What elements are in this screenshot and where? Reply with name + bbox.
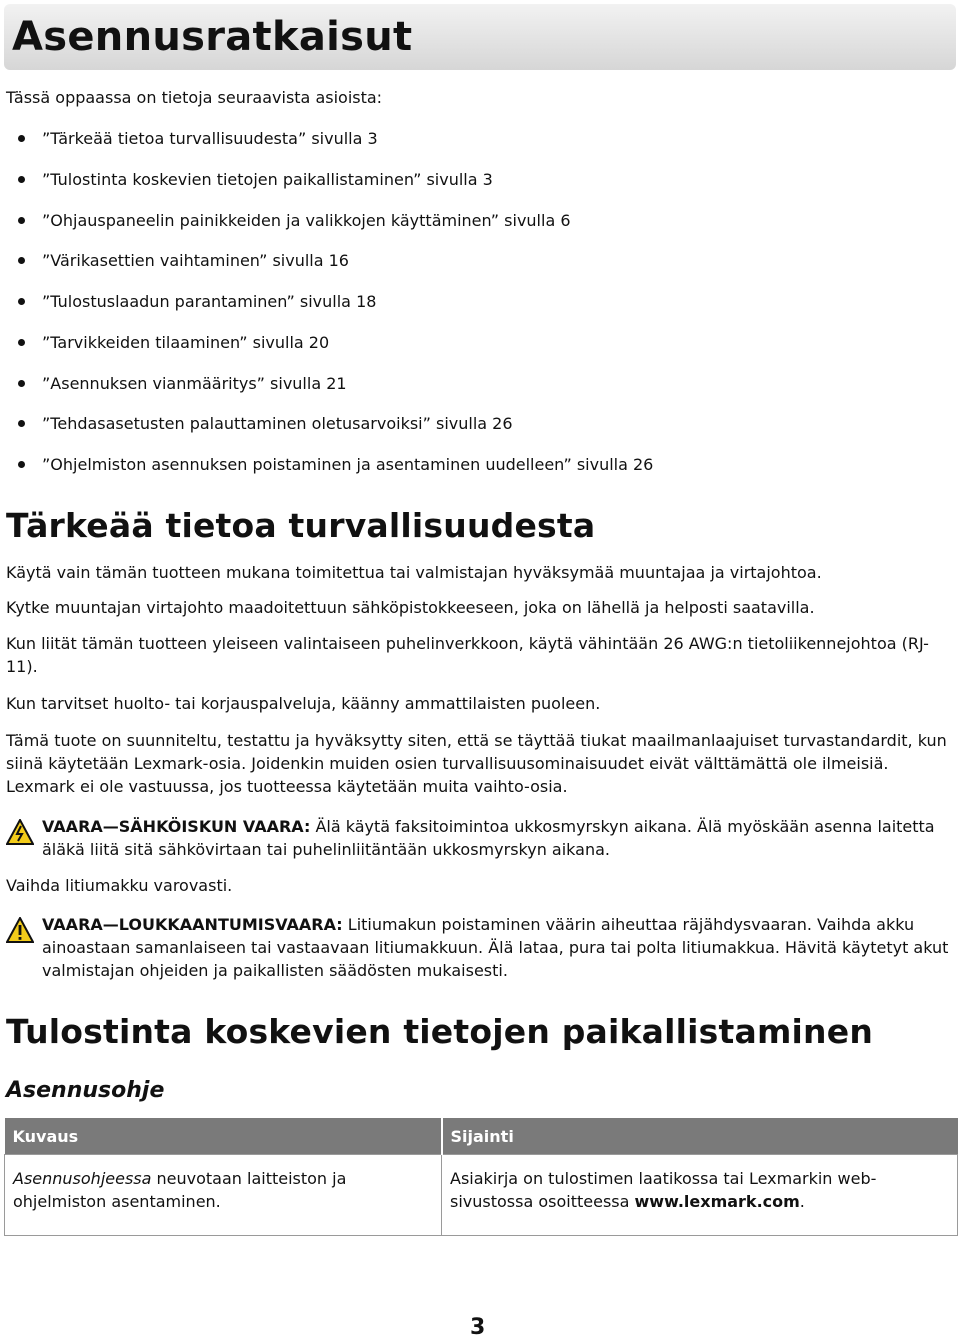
bullet-icon [18, 176, 25, 183]
intro-text: Tässä oppaassa on tietoja seuraavista asioista: [6, 88, 383, 107]
list-item[interactable] [18, 169, 653, 210]
info-table [4, 1118, 958, 1236]
topic-link[interactable]: ”Ohjelmiston asennuksen poistaminen ja asentaminen uudelleen” sivulla 26 [42, 455, 654, 474]
topic-link[interactable]: ”Tulostuslaadun parantaminen” sivulla 18 [42, 292, 377, 311]
setup-guide-subheading: Asennusohje [6, 1078, 165, 1103]
warning-text: Älä käytä faksitoimintoa ukkosmyrskyn aikana. Älä myöskään asenna laitetta äläkä liitä sitä sähkövirtaan tai puhelinliitäntään ukkosmyrskyn aikana. [42, 817, 935, 859]
topic-link[interactable]: ”Tärkeää tietoa turvallisuudesta” sivulla 3 [42, 129, 378, 148]
table-cell-location [442, 1155, 958, 1236]
electric-hazard-icon [6, 819, 34, 845]
safety-paragraph-4: Kun tarvitset huolto- tai korjauspalveluja, käänny ammattilaisten puoleen. [6, 694, 601, 713]
list-item[interactable] [18, 291, 653, 332]
topic-link[interactable]: ”Tarvikkeiden tilaaminen” sivulla 20 [42, 332, 330, 352]
topic-link[interactable]: ”Tulostinta koskevien tietojen paikallistaminen” sivulla 3 [42, 169, 493, 189]
description-text: neuvotaan laitteiston ja ohjelmiston asentaminen. [13, 1169, 347, 1211]
bullet-icon [18, 298, 25, 305]
page-title: Asennusratkaisut [12, 14, 413, 60]
warning-label: VAARA—LOUKKAANTUMISVAARA: [42, 915, 343, 934]
warning-text: Litiumakun poistaminen väärin aiheuttaa räjähdysvaaran. Vaihda akku ainoastaan samanlaiseen tai vastaavaan litiumakkuun. Älä lataa, pura tai polta litiumakkua. Hävitä käytetyt akut valmistajan ohjeiden ja paikallisten säädösten mukaisesti. [42, 915, 949, 980]
title-banner [4, 4, 956, 70]
list-item[interactable] [18, 210, 653, 251]
column-header-description: Kuvaus [5, 1118, 442, 1155]
lexmark-website-link[interactable]: www.lexmark.com [634, 1192, 800, 1211]
topic-link[interactable]: ”Tehdasasetusten palauttaminen oletusarvoiksi” sivulla 26 [42, 414, 513, 434]
safety-paragraph-6: Vaihda litiumakku varovasti. [6, 876, 233, 895]
list-item[interactable] [18, 373, 653, 414]
list-item[interactable] [18, 250, 653, 291]
list-item[interactable] [18, 128, 653, 169]
list-item[interactable] [18, 332, 653, 373]
location-text-end: . [799, 1192, 805, 1211]
topic-link[interactable]: ”Ohjauspaneelin painikkeiden ja valikkojen käyttäminen” sivulla 6 [42, 210, 571, 230]
topic-link[interactable]: ”Asennuksen vianmääritys” sivulla 21 [42, 373, 347, 393]
topic-link[interactable]: ”Värikasettien vaihtaminen” sivulla 16 [42, 251, 349, 271]
location-text: Asiakirja on tulostimen laatikossa tai Lexmarkin web-sivustossa osoitteessa [450, 1169, 877, 1211]
safety-paragraph-2: Kytke muuntajan virtajohto maadoitettuun sähköpistokkeeseen, joka on lähellä ja helposti saatavilla. [6, 598, 815, 617]
warning-injury [6, 913, 956, 985]
setup-guide-title: Asennusohjeessa [13, 1169, 152, 1188]
bullet-icon [18, 257, 25, 264]
bullet-icon [18, 217, 25, 224]
warning-triangle-icon [6, 917, 34, 943]
list-item[interactable] [18, 413, 653, 454]
bullet-icon [18, 420, 25, 427]
list-item[interactable] [18, 454, 653, 495]
locating-heading: Tulostinta koskevien tietojen paikallistaminen [6, 1012, 874, 1051]
bullet-icon [18, 339, 25, 346]
column-header-location: Sijainti [442, 1118, 958, 1155]
safety-heading: Tärkeää tietoa turvallisuudesta [6, 506, 596, 545]
safety-paragraph-5: Tämä tuote on suunniteltu, testattu ja hyväksytty siten, että se täyttää tiukat maailmanlaajuiset turvastandardit, kun siinä käytetään Lexmark-osia. Joidenkin muiden osien turvallisuusominaisuudet eivät välttämättä ole ilmeisiä. Lexmark ei ole vastuussa, jos tuotteessa käytetään muita vaihto-osia. [6, 731, 947, 796]
safety-paragraph-3: Kun liität tämän tuotteen yleiseen valintaiseen puhelinverkkoon, käytä vähintään 26 AWG:n tietoliikennejohtoa (RJ-11). [6, 634, 929, 676]
warning-label: VAARA—SÄHKÖISKUN VAARA: [42, 817, 311, 836]
bullet-icon [18, 461, 25, 468]
page-number: 3 [470, 1315, 486, 1340]
topic-list [18, 128, 653, 495]
bullet-icon [18, 135, 25, 142]
table-header-row [5, 1118, 958, 1155]
safety-paragraph-1: Käytä vain tämän tuotteen mukana toimitettua tai valmistajan hyväksymää muuntajaa ja virtajohtoa. [6, 563, 822, 582]
bullet-icon [18, 380, 25, 387]
table-row [5, 1155, 958, 1236]
table-cell-description [5, 1155, 442, 1236]
